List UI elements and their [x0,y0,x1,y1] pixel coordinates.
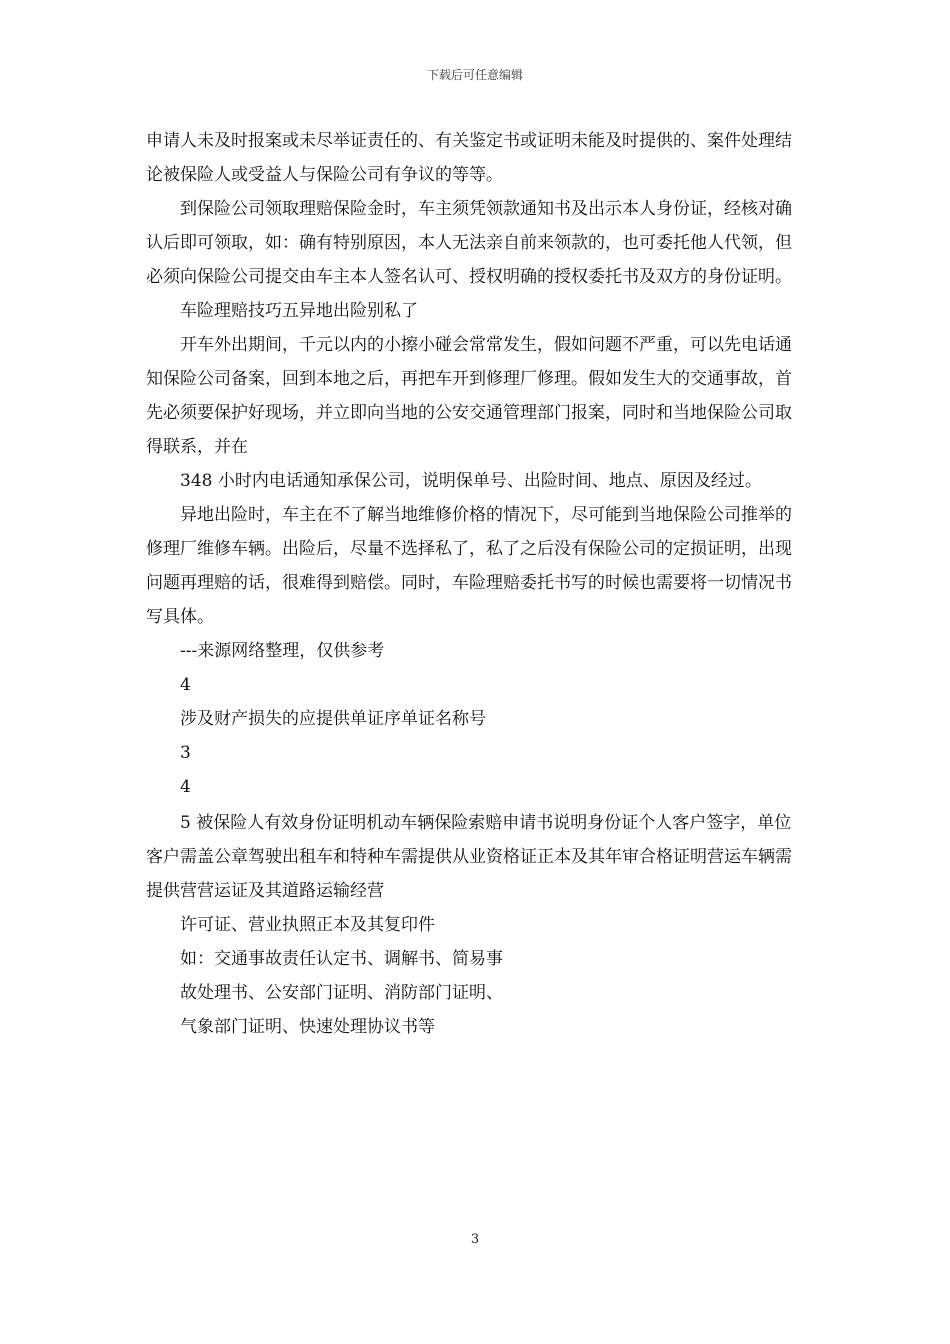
paragraph-48-hour-notice: 348 小时内电话通知承保公司，说明保单号、出险时间、地点、原因及经过。 [180,471,762,491]
table-fragment-number: 4 [180,675,191,695]
document-list-line: 许可证、营业执照正本及其复印件 [180,915,435,935]
page-number: 3 [470,1232,480,1247]
section-heading-tip-five: 车险理赔技巧五异地出险别私了 [180,301,418,321]
page-header: 下载后可任意编辑 [426,68,523,82]
document-list-line: 故处理书、公安部门证明、消防部门证明、 [180,983,503,1003]
paragraph-no-private-settlement: 异地出险时，车主在不了解当地维修价格的情况下，尽可能到当地保险公司推举的修理厂维修车辆。出险后，尽量不选择私了，私了之后没有保险公司的定损证明，出现问题再理赔的话，很难得到赔偿。同时，车险理赔委托书写的时候也需要将一切情况书写具体。 [146,505,792,627]
paragraph-out-of-town-accident: 开车外出期间，千元以内的小擦小碰会常常发生，假如问题不严重，可以先电话通知保险公司备案，回到本地之后，再把车开到修理厂修理。假如发生大的交通事故，首先必须要保护好现场，并立即向当地的公安交通管理部门报案，同时和当地保险公司取得联系，并在 [146,335,792,457]
paragraph-claim-disputes: 申请人未及时报案或未尽举证责任的、有关鉴定书或证明未能及时提供的、案件处理结论被保险人或受益人与保险公司有争议的等等。 [146,131,792,185]
table-fragment-number: 3 [180,743,191,763]
table-fragment-number: 4 [180,777,191,797]
paragraph-claim-payment: 到保险公司领取理赔保险金时，车主须凭领款通知书及出示本人身份证，经核对确认后即可领取，如：确有特别原因，本人无法亲自前来领款的，也可委托他人代领，但必须向保险公司提交由车主本人签名认可、授权明确的授权委托书及双方的身份证明。 [146,199,792,287]
document-list-line: 如：交通事故责任认定书、调解书、简易事 [180,949,503,969]
paragraph-required-documents: 5 被保险人有效身份证明机动车辆保险索赔申请书说明身份证个人客户签字，单位客户需盖公章驾驶出租车和特种车需提供从业资格证正本及其年审合格证明营运车辆需提供营营运证及其道路运输经营 [146,813,792,901]
document-body [146,124,808,1044]
source-note: ---来源网络整理，仅供参考 [180,641,385,661]
table-fragment-heading: 涉及财产损失的应提供单证序单证名称号 [180,709,486,729]
document-list-line: 气象部门证明、快速处理协议书等 [180,1017,435,1037]
